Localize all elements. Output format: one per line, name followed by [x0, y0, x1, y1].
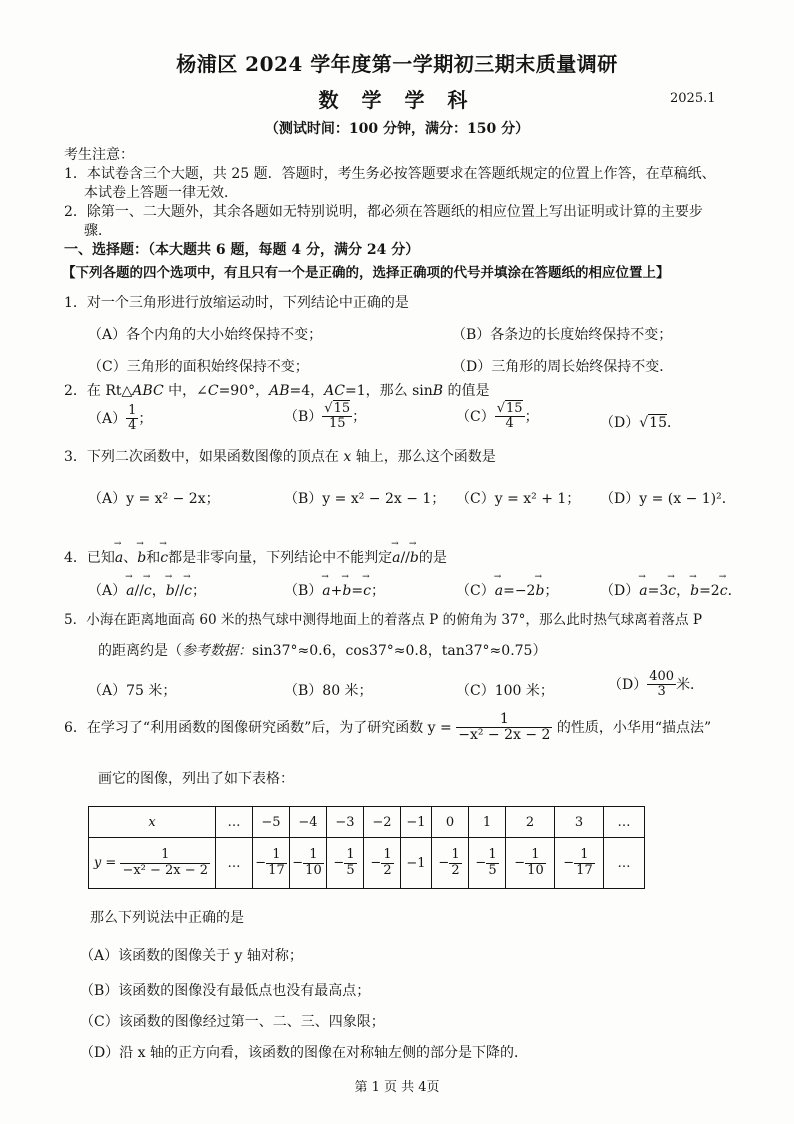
operator: + [330, 583, 343, 599]
q2-var-abc: ABC [132, 383, 164, 399]
option-label: （C） [456, 583, 495, 599]
fraction [647, 670, 676, 700]
radicand: 15 [506, 401, 523, 416]
page-number: 第 1 页 共 4页 [354, 1080, 440, 1095]
fraction-denominator: 10 [305, 862, 322, 878]
table-cell-x: −3 [327, 807, 364, 838]
q5-stem: 5．小海在距离地面高 60 米的热气球中测得地面上的着落点 P 的俯角为 37°，那么此时热气球离着落点 P [64, 612, 703, 628]
table-cell-x: −4 [290, 807, 327, 838]
notice-item-1: 1．本试卷含三个大题，共 25 题．答题时，考生务必按答题要求在答题纸规定的位置上作答，在草稿纸、 [64, 166, 716, 182]
q4-option-c [456, 580, 558, 600]
notice-item-2-cont: 骤． [84, 223, 112, 239]
q5-stem-text: 的距离约是（ [98, 643, 182, 659]
q2-option-d [600, 412, 681, 432]
vector-b: → b [535, 583, 544, 599]
fraction-denominator: 2 [451, 862, 460, 878]
vector-b: → b [137, 550, 146, 566]
q3-stem-text: 3．下列二次函数中，如果函数图像的顶点在 [64, 449, 344, 465]
table-cell-y [555, 838, 604, 889]
fraction-numerator: 1 [574, 848, 595, 863]
table-header-y [89, 838, 216, 889]
fraction [486, 848, 498, 878]
radicand: 15 [333, 401, 351, 416]
operator: = [647, 583, 660, 599]
q2-option-b [284, 402, 366, 432]
punct: ， [151, 583, 166, 599]
coefficient: 2 [710, 583, 720, 599]
q2-stem-text: 中，∠ [163, 383, 208, 399]
notice-item-2: 2．除第一、二大题外，其余各题如无特别说明，都必须在答题纸的相应位置上写出证明或计算的主要步 [64, 204, 703, 220]
fraction-numerator: 1 [525, 848, 546, 863]
vector-b: → b [410, 550, 419, 566]
fraction [525, 848, 546, 878]
exam-title: 杨浦区 2024 学年度第一学期初三期末质量调研 [176, 52, 618, 76]
q4-option-a [88, 580, 206, 600]
q3-option-b: （B）y = x² − 2x − 1； [284, 491, 446, 507]
table-cell-ellipsis: … [216, 838, 253, 889]
option-label: （D） [600, 583, 640, 599]
vector-c: → c [720, 583, 728, 599]
vector-a: → a [392, 550, 400, 566]
option-label: （C） [456, 408, 495, 425]
fraction [322, 402, 352, 432]
minus-sign: − [475, 855, 487, 871]
punct: ， [676, 583, 691, 599]
fraction [495, 402, 525, 432]
table-cell-y [290, 838, 327, 889]
q5-option-b: （B）80 米； [284, 683, 373, 699]
notice-item-1-cont: 本试卷上答题一律无效． [84, 185, 238, 201]
q4-stem-text: 的是 [418, 550, 447, 566]
fraction-denominator: 17 [576, 862, 593, 878]
q2-var-b: B [432, 383, 444, 399]
q6-prompt: 那么下列说法中正确的是 [90, 910, 244, 926]
option-text: 米． [676, 676, 705, 693]
q5-option-d [608, 670, 704, 700]
vector-a: → a [115, 550, 123, 566]
table-cell-ellipsis: … [216, 807, 253, 838]
operator: = [699, 583, 711, 599]
q4-stem-text: 4．已知 [64, 550, 115, 566]
q6-stem-text: 的性质，小华用“描点法” [556, 719, 712, 736]
subject-title: 数 学 学 科 [318, 88, 476, 112]
q2-stem-text: =4， [289, 383, 325, 399]
vector-c: → c [144, 583, 152, 599]
punct: 、 [123, 550, 138, 566]
coefficient: −2 [514, 583, 536, 599]
minus-sign: − [370, 855, 382, 871]
table-cell-x: −5 [253, 807, 290, 838]
q1-option-c: （C）三角形的面积始终保持不变； [88, 359, 309, 375]
vector-a: → a [126, 583, 134, 599]
fraction-denominator: 15 [328, 416, 346, 432]
q4-option-b [284, 580, 385, 600]
table-cell-x: 3 [555, 807, 604, 838]
coefficient: 3 [659, 583, 669, 599]
vector-b: → b [690, 583, 699, 599]
table-cell-y [432, 838, 469, 889]
q2-stem-text: =90°， [218, 383, 270, 399]
q4-stem [64, 547, 447, 567]
fraction-denominator: 3 [657, 684, 666, 700]
q5-stem-text: sin37°≈0.6，cos37°≈0.8，tan37°≈0.75） [252, 643, 547, 659]
q4-stem-text: 和 [146, 550, 161, 566]
table-row-y [89, 838, 645, 889]
radicand: 15 [649, 415, 667, 431]
minus-sign: − [563, 855, 575, 871]
vector-c: → c [184, 583, 192, 599]
vector-c: → c [363, 583, 371, 599]
parallel-sign: // [400, 550, 410, 566]
q3-option-c: （C）y = x² + 1； [456, 491, 581, 507]
table-cell-x: −2 [364, 807, 401, 838]
punct: ； [192, 583, 207, 599]
q1-option-b: （B）各条边的长度始终保持不变； [452, 327, 673, 343]
q3-option-a: （A）y = x² − 2x； [88, 491, 220, 507]
vector-a: → a [322, 583, 330, 599]
q6-stem [64, 712, 711, 744]
punct: ； [352, 408, 367, 425]
vector-c: → c [668, 583, 676, 599]
q3-option-d: （D）y = (x − 1)²． [600, 491, 736, 507]
notice-heading: 考生注意： [64, 147, 134, 163]
table-cell-y [506, 838, 555, 889]
fraction [303, 848, 324, 878]
fraction [381, 848, 393, 878]
vector-a: → a [639, 583, 647, 599]
vector-b: → b [166, 583, 175, 599]
fraction-numerator: 1 [266, 848, 287, 863]
minus-sign: − [255, 855, 267, 871]
q4-stem-text: 都是非零向量，下列结论中不能判定 [168, 550, 393, 566]
q2-stem [64, 380, 490, 400]
q5-option-c: （C）100 米； [456, 683, 554, 699]
q6-option-a: （A）该函数的图像关于 y 轴对称； [80, 948, 303, 964]
q6-value-table [88, 806, 645, 889]
punct: ． [666, 415, 681, 431]
sqrt-sign: √ [496, 401, 506, 416]
punct: ． [727, 583, 742, 599]
operator: = [351, 583, 364, 599]
fraction [449, 848, 461, 878]
table-cell-x: 1 [469, 807, 506, 838]
fraction [344, 848, 356, 878]
table-header-x: x [89, 807, 216, 838]
q6-option-c: （C）该函数的图像经过第一、二、三、四象限； [80, 1014, 385, 1030]
table-cell-y [253, 838, 290, 889]
sqrt-sign: √ [324, 401, 333, 416]
fraction-numerator: 1 [128, 403, 137, 418]
fraction-denominator: 4 [505, 416, 514, 432]
q1-stem: 1．对一个三角形进行放缩运动时，下列结论中正确的是 [64, 295, 409, 311]
minus-sign: − [438, 855, 450, 871]
table-cell-y [364, 838, 401, 889]
fraction-numerator: 400 [649, 669, 675, 684]
fraction-numerator: 1 [456, 712, 552, 728]
y-label: y = [93, 855, 117, 871]
fraction-denominator: 5 [346, 862, 355, 878]
q6-option-d: （D）沿 x 轴的正方向看，该函数的图像在对称轴左侧的部分是下降的． [80, 1045, 529, 1061]
option-label: （D） [608, 676, 648, 693]
q2-stem-text: =1，那么 sin [345, 383, 433, 399]
q2-option-a [88, 404, 152, 434]
q3-var-x: x [343, 449, 352, 465]
option-label: （A） [88, 410, 127, 427]
fraction-numerator [322, 402, 352, 417]
parallel-sign: // [174, 583, 185, 599]
fraction-denominator: 10 [527, 862, 544, 878]
vector-c: → c [160, 550, 168, 566]
q1-option-a: （A）各个内角的大小始终保持不变； [88, 327, 323, 343]
section-heading: 一、选择题：（本大题共 6 题，每题 4 分，满分 24 分） [64, 242, 420, 258]
fraction-numerator: 1 [488, 847, 497, 863]
q3-stem [64, 446, 496, 466]
q2-option-c [456, 402, 539, 432]
table-cell-x: −1 [401, 807, 432, 838]
fraction-numerator [495, 402, 525, 417]
fraction-denominator: −x² − 2x − 2 [458, 727, 551, 744]
exam-date: 2025.1 [670, 91, 716, 106]
table-cell-y [469, 838, 506, 889]
q2-var-ab: AB [269, 383, 290, 399]
q5-reference-label: 参考数据： [182, 643, 252, 659]
q2-var-c: C [207, 383, 219, 399]
table-cell-y [327, 838, 364, 889]
q5-option-a: （A）75 米； [88, 683, 177, 699]
section-instruction: 【下列各题的四个选项中，有且只有一个是正确的，选择正确项的代号并填涂在答题纸的相应位置上】 [62, 265, 670, 281]
q6-option-b: （B）该函数的图像没有最低点也没有最高点； [80, 983, 371, 999]
minus-sign: − [514, 855, 526, 871]
fraction [266, 848, 287, 878]
table-cell-ellipsis: … [604, 838, 645, 889]
table-cell-x: 0 [432, 807, 469, 838]
table-cell-y: −1 [401, 838, 432, 889]
fraction-numerator: 1 [383, 847, 392, 863]
punct: ； [544, 583, 559, 599]
q6-function-fraction [456, 712, 552, 744]
option-label: （A） [88, 583, 127, 599]
punct: ； [370, 583, 385, 599]
time-info: （测试时间：100 分钟，满分：150 分） [264, 121, 530, 137]
q2-var-ac: AC [324, 383, 345, 399]
fraction-numerator: 1 [346, 847, 355, 863]
punct: ； [524, 408, 539, 425]
minus-sign: − [333, 855, 345, 871]
parallel-sign: // [134, 583, 144, 599]
punct: ； [138, 410, 153, 427]
q1-option-d: （D）三角形的周长始终保持不变． [452, 359, 674, 375]
q2-stem-text: 2．在 Rt△ [64, 383, 133, 399]
option-label: （D） [600, 415, 640, 431]
vector-b: → b [342, 583, 351, 599]
operator: = [503, 583, 515, 599]
fraction-numerator: 1 [120, 848, 210, 863]
q4-option-d [600, 580, 742, 600]
fraction [574, 848, 595, 878]
minus-sign: − [292, 855, 304, 871]
option-label: （B） [284, 408, 323, 425]
option-label: （B） [284, 583, 323, 599]
fraction-denominator: −x² − 2x − 2 [122, 862, 209, 878]
fraction-denominator: 4 [128, 418, 137, 434]
q6-stem-text: 6．在学习了“利用函数的图像研究函数”后，为了研究函数 y = [64, 719, 452, 736]
q5-stem-cont [98, 640, 546, 660]
q6-stem-cont: 画它的图像，列出了如下表格： [98, 771, 294, 787]
fraction-numerator: 1 [303, 848, 324, 863]
sqrt-sign: √ [639, 415, 649, 431]
fraction-denominator: 17 [268, 862, 285, 878]
table-cell-ellipsis: … [604, 807, 645, 838]
fraction-denominator: 5 [488, 862, 497, 878]
fraction [120, 848, 210, 878]
vector-a: → a [495, 583, 503, 599]
q2-stem-text: 的值是 [443, 383, 490, 399]
table-row-x [89, 807, 645, 838]
fraction-numerator: 1 [451, 847, 460, 863]
table-cell-x: 2 [506, 807, 555, 838]
fraction-denominator: 2 [383, 862, 392, 878]
fraction [126, 404, 138, 434]
q3-stem-text: 轴上，那么这个函数是 [351, 449, 496, 465]
